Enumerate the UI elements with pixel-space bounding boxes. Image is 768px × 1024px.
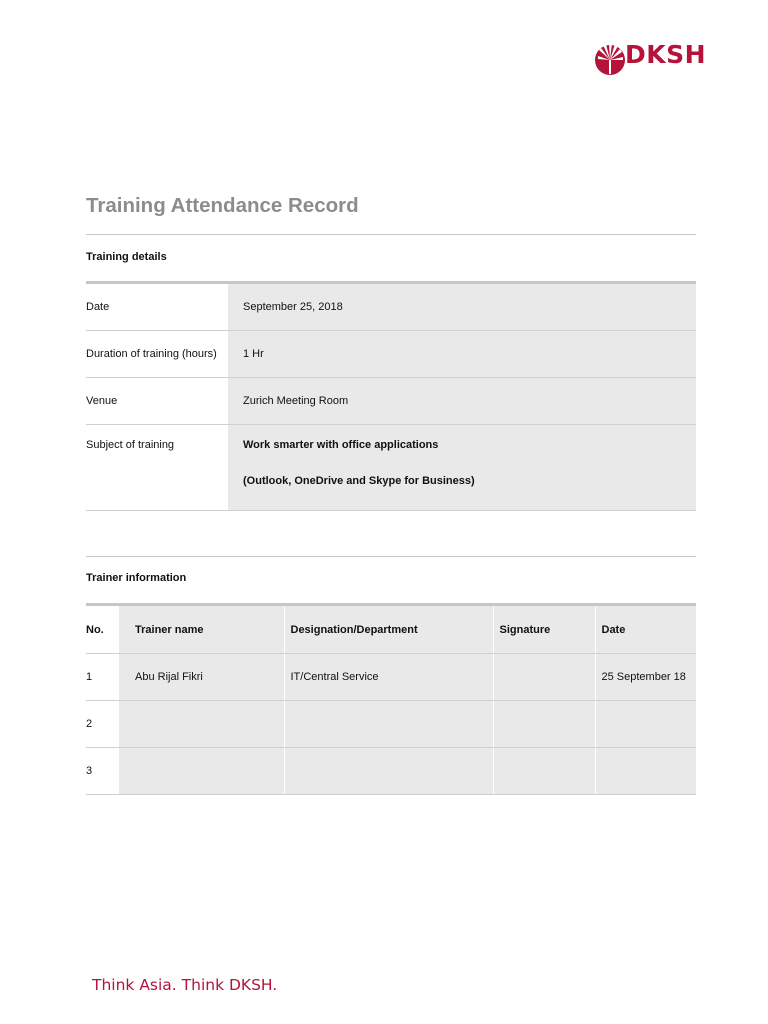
date-value: September 25, 2018 [228, 283, 696, 331]
trainer-information-heading: Trainer information [86, 572, 187, 584]
logo-wordmark: DKSH [625, 40, 707, 69]
subject-line-1: Work smarter with office applications [243, 439, 439, 451]
table-header-row [86, 605, 696, 654]
duration-value: 1 Hr [228, 331, 696, 378]
column-header-no: No. [86, 605, 119, 654]
cell-date: 25 September 18 [595, 654, 696, 701]
subject-value [228, 425, 696, 511]
trainer-information-table [86, 603, 696, 795]
page-title: Training Attendance Record [86, 194, 359, 217]
cell-no: 3 [86, 748, 119, 795]
column-header-signature: Signature [493, 605, 595, 654]
footer-slogan: Think Asia. Think DKSH. [92, 976, 278, 994]
cell-trainer-name: Abu Rijal Fikri [119, 654, 284, 701]
dksh-palm-emblem-icon [593, 32, 625, 88]
column-header-designation: Designation/Department [284, 605, 493, 654]
cell-trainer-name [119, 701, 284, 748]
cell-date [595, 748, 696, 795]
duration-label: Duration of training (hours) [86, 331, 228, 378]
cell-no: 2 [86, 701, 119, 748]
training-details-heading: Training details [86, 251, 167, 263]
section-divider [86, 556, 696, 557]
cell-designation [284, 701, 493, 748]
title-divider [86, 234, 696, 235]
venue-value: Zurich Meeting Room [228, 378, 696, 425]
cell-trainer-name [119, 748, 284, 795]
training-details-table [86, 281, 696, 511]
cell-signature [493, 701, 595, 748]
column-header-date: Date [595, 605, 696, 654]
table-row [86, 654, 696, 701]
subject-label: Subject of training [86, 425, 228, 511]
cell-no: 1 [86, 654, 119, 701]
table-row [86, 748, 696, 795]
table-row [86, 701, 696, 748]
table-row [86, 425, 696, 511]
cell-designation: IT/Central Service [284, 654, 493, 701]
table-row [86, 378, 696, 425]
cell-signature [493, 748, 595, 795]
subject-line-2: (Outlook, OneDrive and Skype for Business) [243, 475, 475, 487]
cell-designation [284, 748, 493, 795]
column-header-trainer-name: Trainer name [119, 605, 284, 654]
table-row [86, 283, 696, 331]
dksh-logo [593, 32, 723, 88]
table-row [86, 331, 696, 378]
cell-date [595, 701, 696, 748]
date-label: Date [86, 283, 228, 331]
cell-signature [493, 654, 595, 701]
venue-label: Venue [86, 378, 228, 425]
